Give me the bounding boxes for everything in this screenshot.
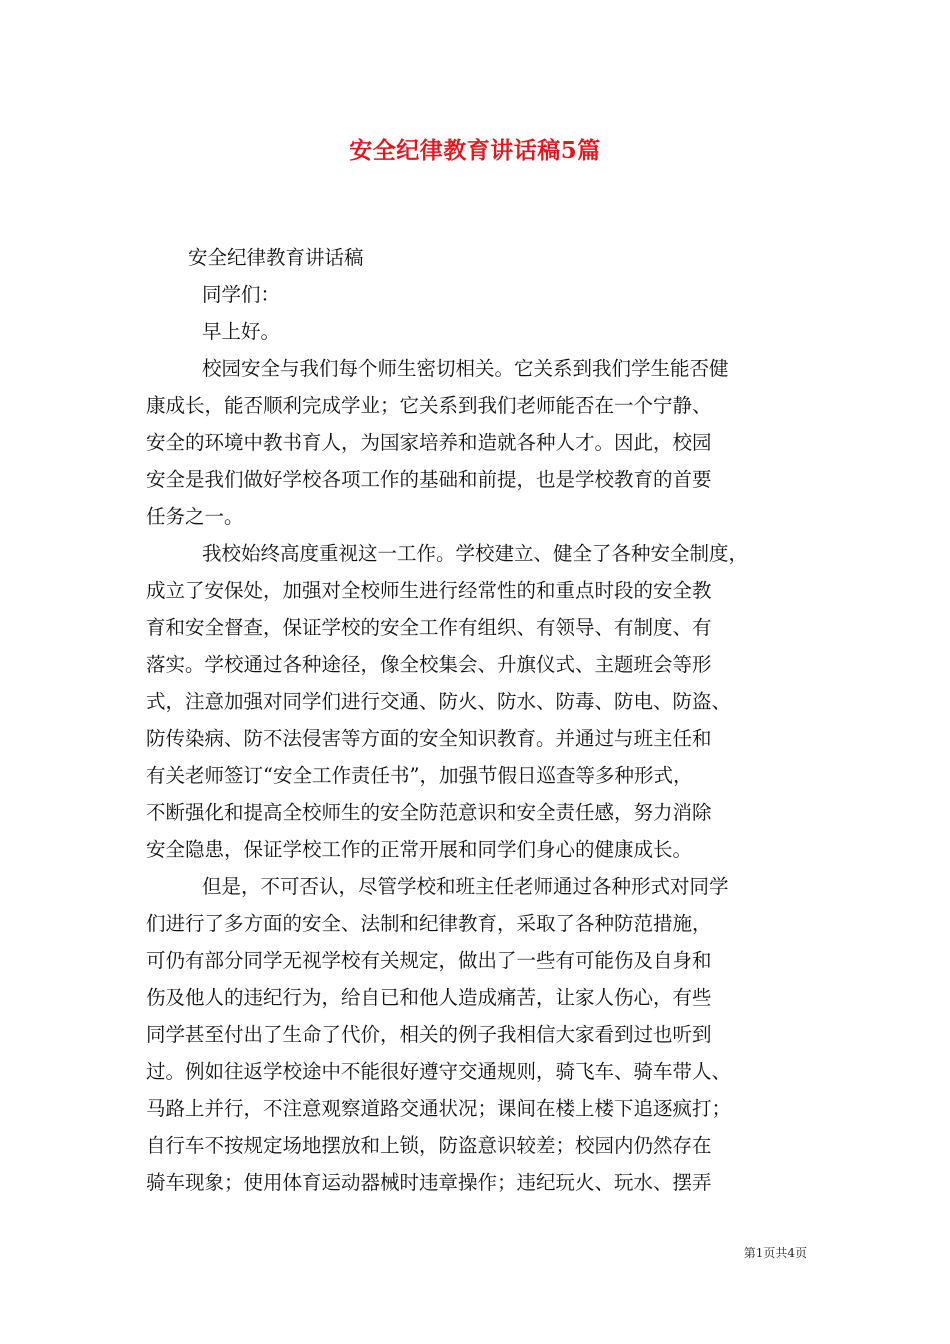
- paragraph-line: 不断强化和提高全校师生的安全防范意识和安全责任感，努力消除: [146, 801, 712, 824]
- paragraph-line: 可仍有部分同学无视学校有关规定，做出了一些有可能伤及自身和: [146, 949, 712, 972]
- paragraph-line: 育和安全督查，保证学校的安全工作有组织、有领导、有制度、有: [146, 616, 712, 639]
- paragraph-line: 我校始终高度重视这一工作。学校建立、健全了各种安全制度，: [202, 542, 749, 565]
- paragraph-line: 马路上并行，不注意观察道路交通状况；课间在楼上楼下追逐疯打；: [146, 1097, 732, 1120]
- paragraph-line: 自行车不按规定场地摆放和上锁，防盗意识较差；校园内仍然存在: [146, 1134, 712, 1157]
- page-number: 第1页共4页: [743, 1246, 807, 1260]
- paragraph-line: 康成长，能否顺利完成学业；它关系到我们老师能否在一个宁静、: [146, 394, 712, 417]
- paragraph-line: 伤及他人的违纪行为，给自已和他人造成痛苦，让家人伤心，有些: [146, 986, 712, 1009]
- paragraph-line: 安全的环境中教书育人，为国家培养和造就各种人才。因此，校园: [146, 431, 712, 454]
- paragraph-line: 过。例如往返学校途中不能很好遵守交通规则，骑飞车、骑车带人、: [146, 1060, 732, 1083]
- section-heading: 安全纪律教育讲话稿: [188, 246, 364, 269]
- document-body: [146, 239, 818, 1201]
- paragraph-line: 防传染病、防不法侵害等方面的安全知识教育。并通过与班主任和: [146, 727, 712, 750]
- paragraph-line: 校园安全与我们每个师生密切相关。它关系到我们学生能否健: [202, 357, 729, 380]
- paragraph-line: 落实。学校通过各种途径，像全校集会、升旗仪式、主题班会等形: [146, 653, 712, 676]
- document-title: 安全纪律教育讲话稿5篇: [349, 137, 601, 164]
- paragraph-line: 安全是我们做好学校各项工作的基础和前提，也是学校教育的首要: [146, 468, 712, 491]
- paragraph-line: 任务之一。: [146, 505, 244, 528]
- paragraph-line: 成立了安保处，加强对全校师生进行经常性的和重点时段的安全教: [146, 579, 712, 602]
- paragraph-line: 式，注意加强对同学们进行交通、防火、防水、防毒、防电、防盗、: [146, 690, 732, 713]
- salutation: 同学们：: [202, 283, 281, 306]
- greeting: 早上好。: [202, 320, 281, 343]
- paragraph-line: 骑车现象；使用体育运动器械时违章操作；违纪玩火、玩水、摆弄: [146, 1171, 712, 1194]
- paragraph-line: 但是，不可否认，尽管学校和班主任老师通过各种形式对同学: [202, 875, 729, 898]
- paragraph-line: 有关老师签订“安全工作责任书”，加强节假日巡查等多种形式，: [146, 764, 693, 787]
- paragraph-line: 们进行了多方面的安全、法制和纪律教育，采取了各种防范措施，: [146, 912, 712, 935]
- paragraph-line: 同学甚至付出了生命了代价，相关的例子我相信大家看到过也听到: [146, 1023, 712, 1046]
- paragraph-line: 安全隐患，保证学校工作的正常开展和同学们身心的健康成长。: [146, 838, 693, 861]
